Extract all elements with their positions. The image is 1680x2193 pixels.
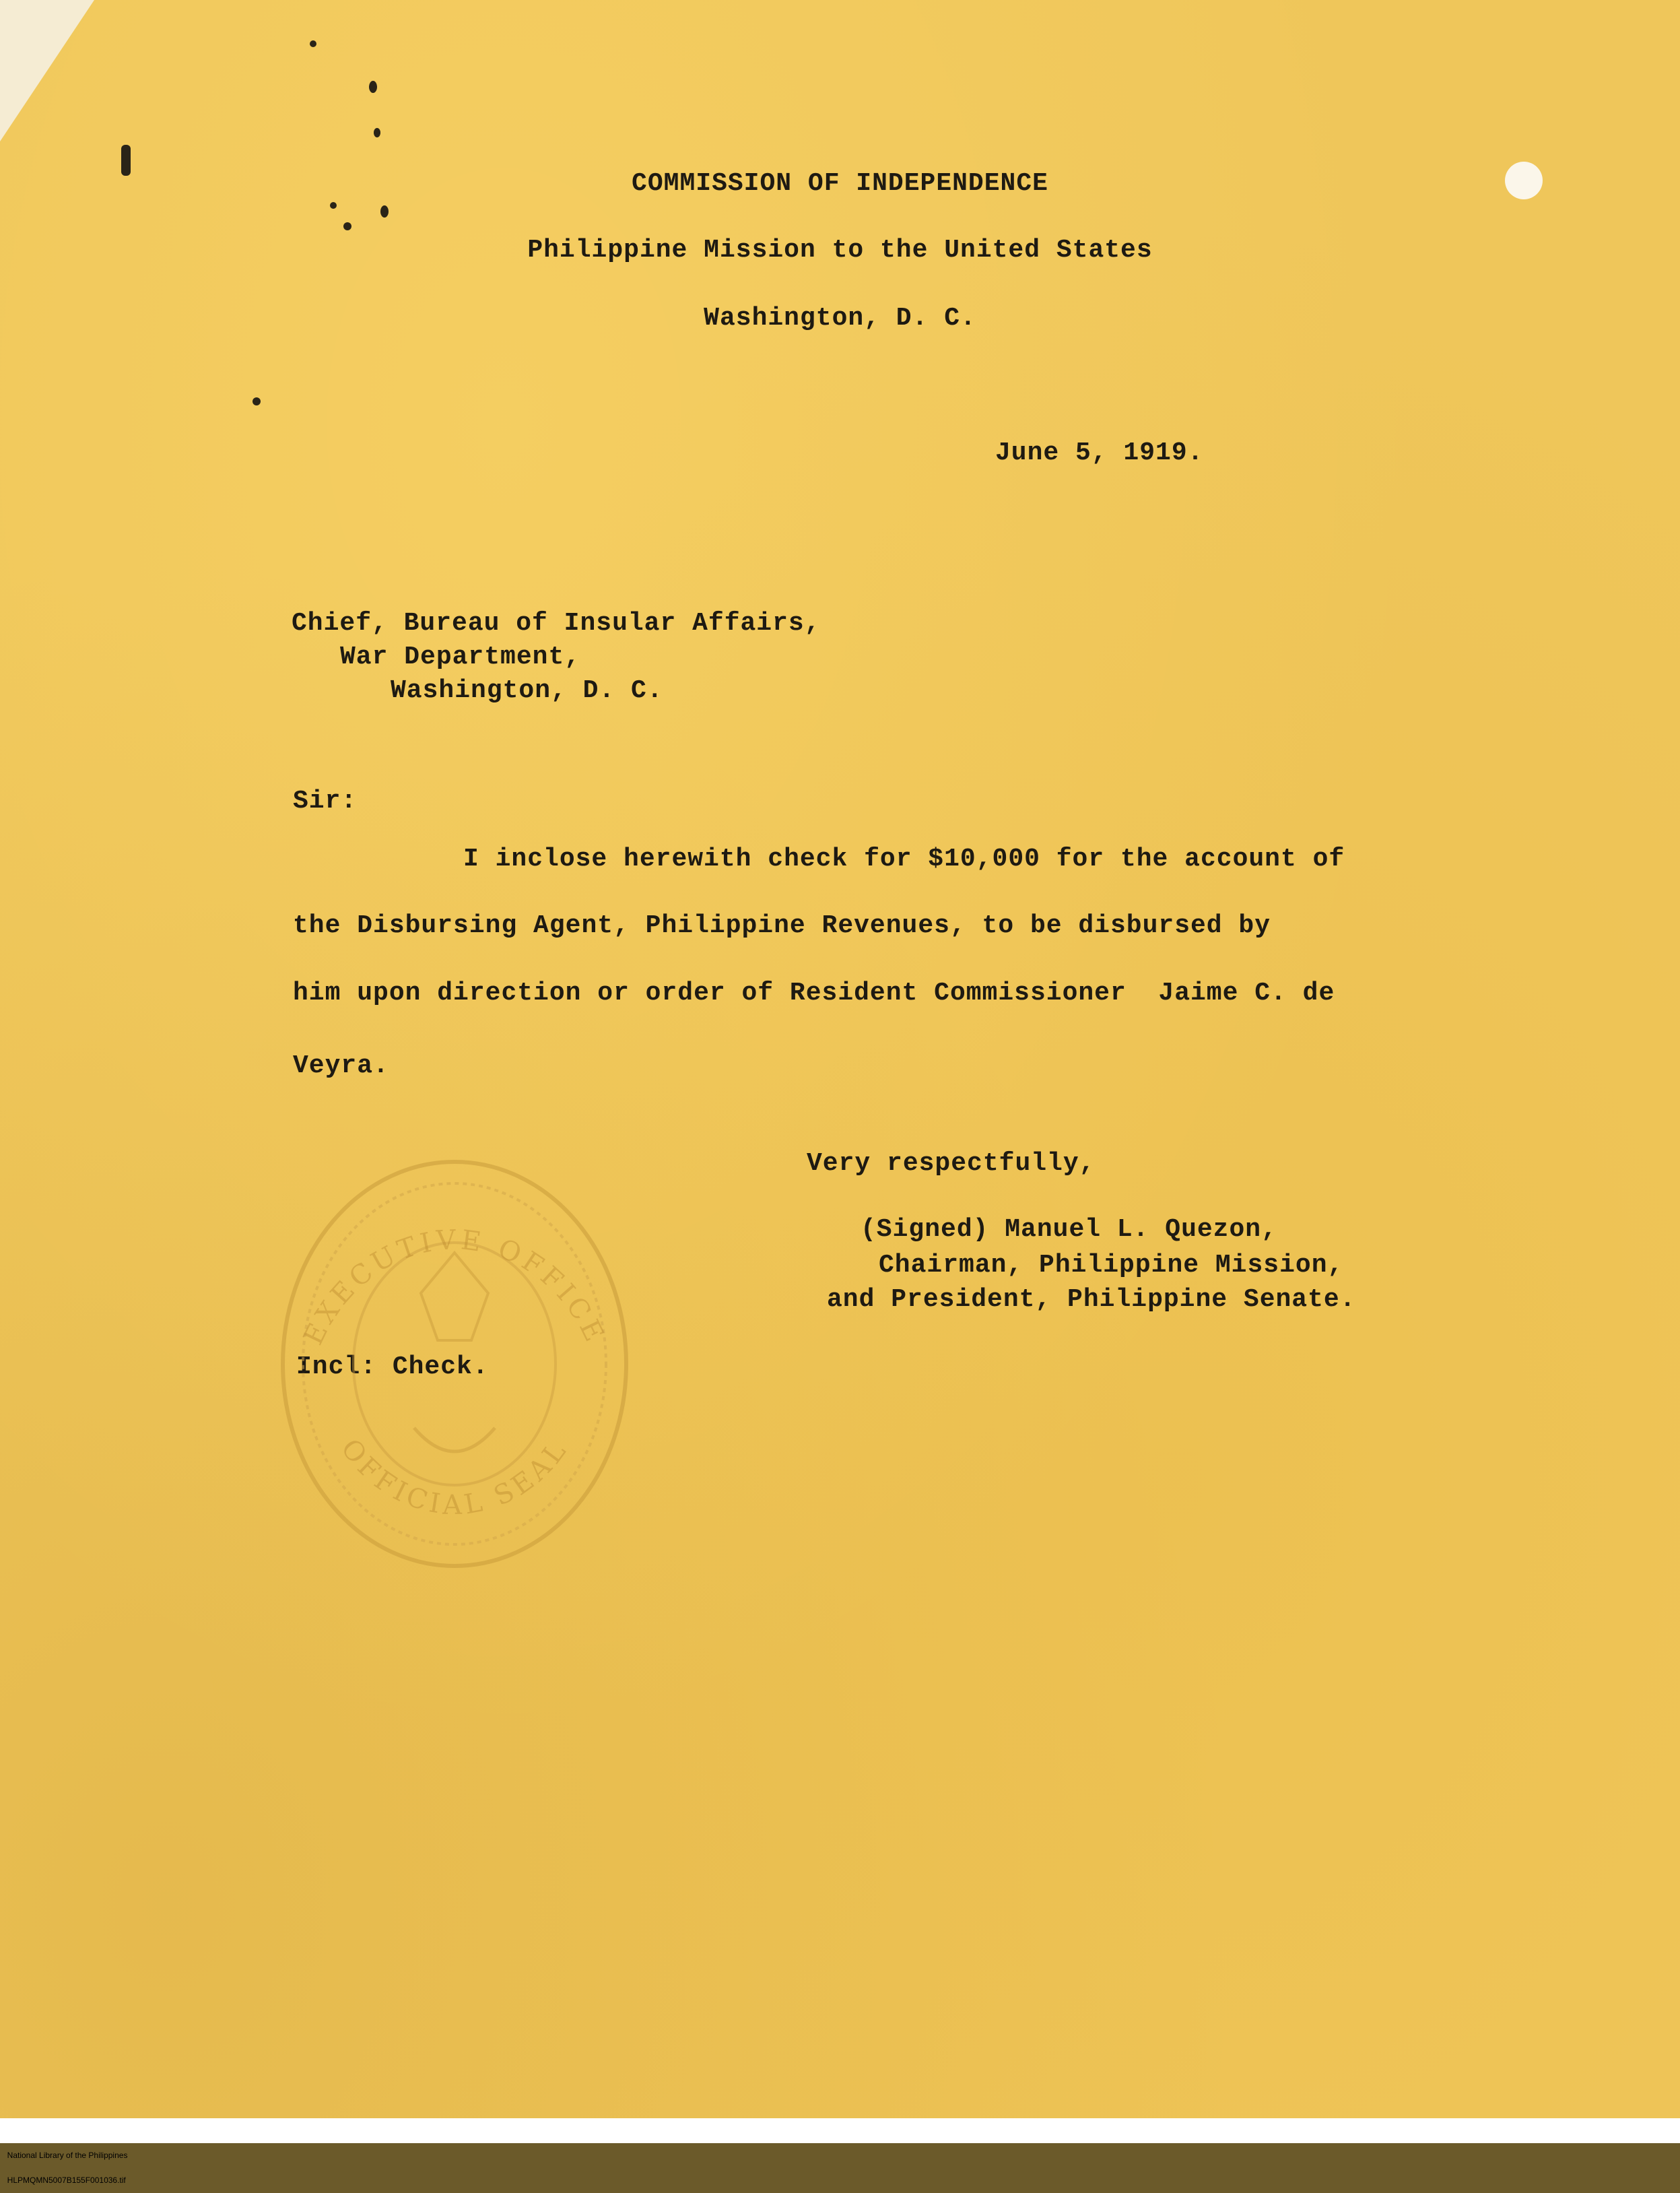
closing: Very respectfully,	[807, 1149, 1096, 1178]
folded-corner	[0, 0, 94, 141]
footer-institution: National Library of the Philippines	[7, 2151, 128, 2160]
embossed-official-seal	[266, 1138, 643, 1590]
letter-date: June 5, 1919.	[995, 438, 1204, 467]
ink-speck	[369, 81, 377, 93]
letterhead-organization: COMMISSION OF INDEPENDENCE	[632, 169, 1048, 198]
recipient-line-1: Chief, Bureau of Insular Affairs,	[292, 609, 821, 638]
body-line-2: the Disbursing Agent, Philippine Revenues, to be disbursed by	[293, 911, 1271, 940]
seal-top-text: EXECUTIVE OFFICE	[298, 1224, 611, 1350]
ink-speck	[310, 40, 316, 47]
salutation: Sir:	[293, 787, 358, 816]
signature-line-3: and President, Philippine Senate.	[827, 1285, 1356, 1314]
letterhead-mission: Philippine Mission to the United States	[527, 236, 1153, 265]
body-line-1: I inclose herewith check for $10,000 for the account of	[463, 845, 1345, 874]
signature-line-2: Chairman, Philippine Mission,	[879, 1251, 1344, 1280]
ink-speck	[343, 222, 351, 230]
archive-footer	[0, 2118, 1680, 2185]
recipient-line-2: War Department,	[340, 643, 581, 672]
seal-bottom-text: OFFICIAL SEAL	[334, 1433, 575, 1521]
body-line-4: Veyra.	[293, 1051, 389, 1080]
ink-speck	[253, 397, 261, 405]
body-line-3: him upon direction or order of Resident Commissioner Jaime C. de	[293, 979, 1335, 1008]
ink-speck	[374, 128, 380, 137]
recipient-line-3: Washington, D. C.	[391, 676, 663, 705]
footer-file-id: HLPMQMN5007B155F001036.tif	[7, 2175, 126, 2185]
enclosure-note: Incl: Check.	[296, 1352, 489, 1381]
letterhead-location: Washington, D. C.	[704, 304, 976, 333]
ink-speck	[330, 202, 337, 209]
signature-line-1: (Signed) Manuel L. Quezon,	[861, 1215, 1277, 1244]
ink-speck	[380, 205, 389, 218]
